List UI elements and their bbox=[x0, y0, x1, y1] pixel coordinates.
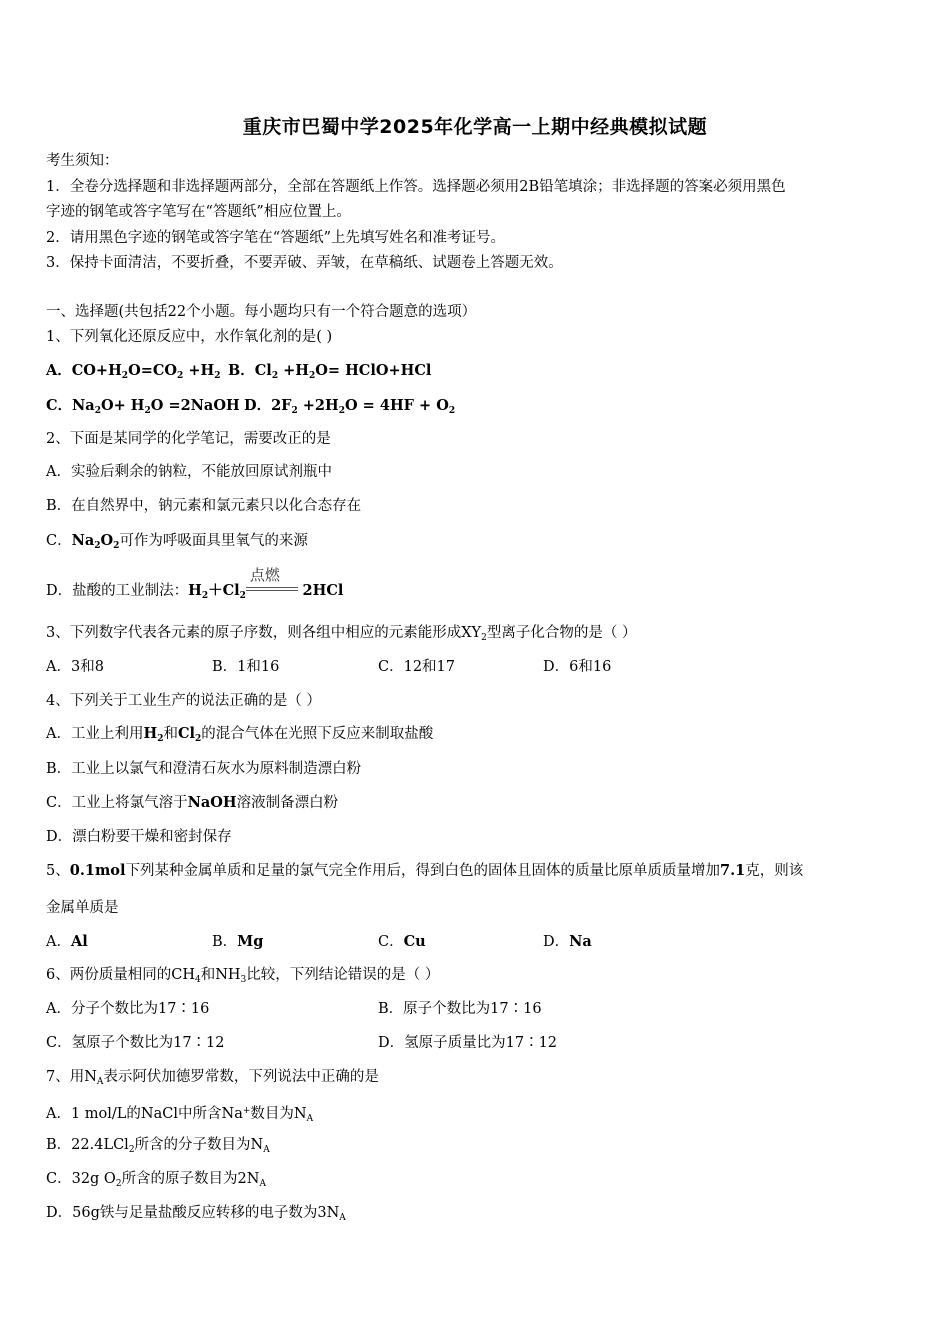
q4-option-c: C．工业上将氯气溶于NaOH溶液制备漂白粉 bbox=[46, 794, 339, 811]
question-4-stem: 4、下列关于工业生产的说法正确的是（ ） bbox=[46, 693, 321, 709]
q1-option-b: B．$Cl_2 +H_2O=$ HClO+HCl bbox=[228, 362, 432, 381]
reaction-condition-arrow: 点燃 bbox=[246, 577, 298, 597]
q1-option-c: C．$Na_2O+ H_2O$ =2NaOH bbox=[46, 397, 240, 416]
question-7-stem: 7、用$N_A$表示阿伏加德罗常数，下列说法中正确的是 bbox=[46, 1069, 379, 1087]
q5-option-a: A．Al bbox=[46, 933, 88, 950]
q4-option-d: D．漂白粉要干燥和密封保存 bbox=[46, 829, 232, 845]
notice-item-3: 3．保持卡面清洁，不要折叠，不要弄破、弄皱，在草稿纸、试题卷上答题无效。 bbox=[46, 255, 563, 271]
q1-option-d: D．$2F_2 +2H_2O = 4HF + O_2$ bbox=[244, 397, 456, 416]
q6-option-b: B．原子个数比为17∶16 bbox=[378, 1001, 542, 1017]
notice-item-1b: 字迹的钢笔或答字笔写在“答题纸”相应位置上。 bbox=[46, 204, 351, 220]
q7-option-c: C．32g $O_2$所含的原子数目为$2N_A$ bbox=[46, 1171, 266, 1189]
question-5-stem-line2: 金属单质是 bbox=[46, 900, 119, 916]
question-1-stem: 1、下列氧化还原反应中，水作氧化剂的是( ) bbox=[46, 329, 333, 345]
q6-option-a: A．分子个数比为17∶16 bbox=[46, 1001, 210, 1017]
q6-option-d: D．氢原子质量比为17∶12 bbox=[378, 1035, 558, 1051]
q5-option-c: C．Cu bbox=[378, 933, 426, 950]
q2-option-a: A．实验后剩余的钠粒，不能放回原试剂瓶中 bbox=[46, 464, 332, 480]
q5-option-d: D．Na bbox=[543, 933, 592, 950]
question-6-stem: 6、两份质量相同的$CH_4$和$NH_3$比较，下列结论错误的是（ ） bbox=[46, 967, 440, 985]
q6-option-c: C．氢原子个数比为17∶12 bbox=[46, 1035, 225, 1051]
notice-heading: 考生须知： bbox=[46, 153, 119, 169]
question-2-stem: 2、下面是某同学的化学笔记，需要改正的是 bbox=[46, 431, 331, 447]
question-5-stem-line1: 5、0.1mol下列某种金属单质和足量的氯气完全作用后，得到白色的固体且固体的质量比原单质质量增加7.1克，则该 bbox=[46, 862, 804, 879]
q7-option-b: B．22.4LCl$_2$所含的分子数目为$N_A$ bbox=[46, 1137, 270, 1155]
notice-item-1a: 1．全卷分选择题和非选择题两部分，全部在答题纸上作答。选择题必须用2B铅笔填涂；非选择题的答案必须用黑色 bbox=[46, 179, 786, 195]
section-heading: 一、选择题(共包括22个小题。每小题均只有一个符合题意的选项） bbox=[46, 304, 477, 320]
q4-option-a: A．工业上利用$H_2$和$Cl_2$的混合气体在光照下反应来制取盐酸 bbox=[46, 725, 434, 744]
q2-option-c: C．$Na_2O_2$可作为呼吸面具里氧气的来源 bbox=[46, 532, 308, 551]
page-title: 重庆市巴蜀中学2025年化学高一上期中经典模拟试题 bbox=[242, 116, 708, 138]
q5-option-b: B．Mg bbox=[212, 933, 264, 950]
q3-option-b: B．1和16 bbox=[212, 659, 280, 675]
q4-option-b: B．工业上以氯气和澄清石灰水为原料制造漂白粉 bbox=[46, 761, 362, 777]
q7-option-a: A．1 mol/L的NaCl中所含Na+数目为$N_A$ bbox=[46, 1106, 314, 1124]
q2-option-b: B．在自然界中，钠元素和氯元素只以化合态存在 bbox=[46, 498, 362, 514]
q7-option-d: D．56g铁与足量盐酸反应转移的电子数为$3N_A$ bbox=[46, 1205, 346, 1223]
q3-option-c: C．12和17 bbox=[378, 659, 455, 675]
q3-option-a: A．3和8 bbox=[46, 659, 104, 675]
q1-option-a: A．$CO+H_2O=CO_2 +H_2$ bbox=[46, 362, 221, 381]
notice-item-2: 2．请用黑色字迹的钢笔或答字笔在“答题纸”上先填写姓名和准考证号。 bbox=[46, 230, 506, 246]
q3-option-d: D．6和16 bbox=[543, 659, 612, 675]
q2-option-d: D．盐酸的工业制法：$H_2+Cl_2$ 点燃 2HCl bbox=[46, 566, 344, 601]
question-3-stem: 3、下列数字代表各元素的原子序数，则各组中相应的元素能形成$XY_2$型离子化合物的是（ ） bbox=[46, 625, 637, 643]
